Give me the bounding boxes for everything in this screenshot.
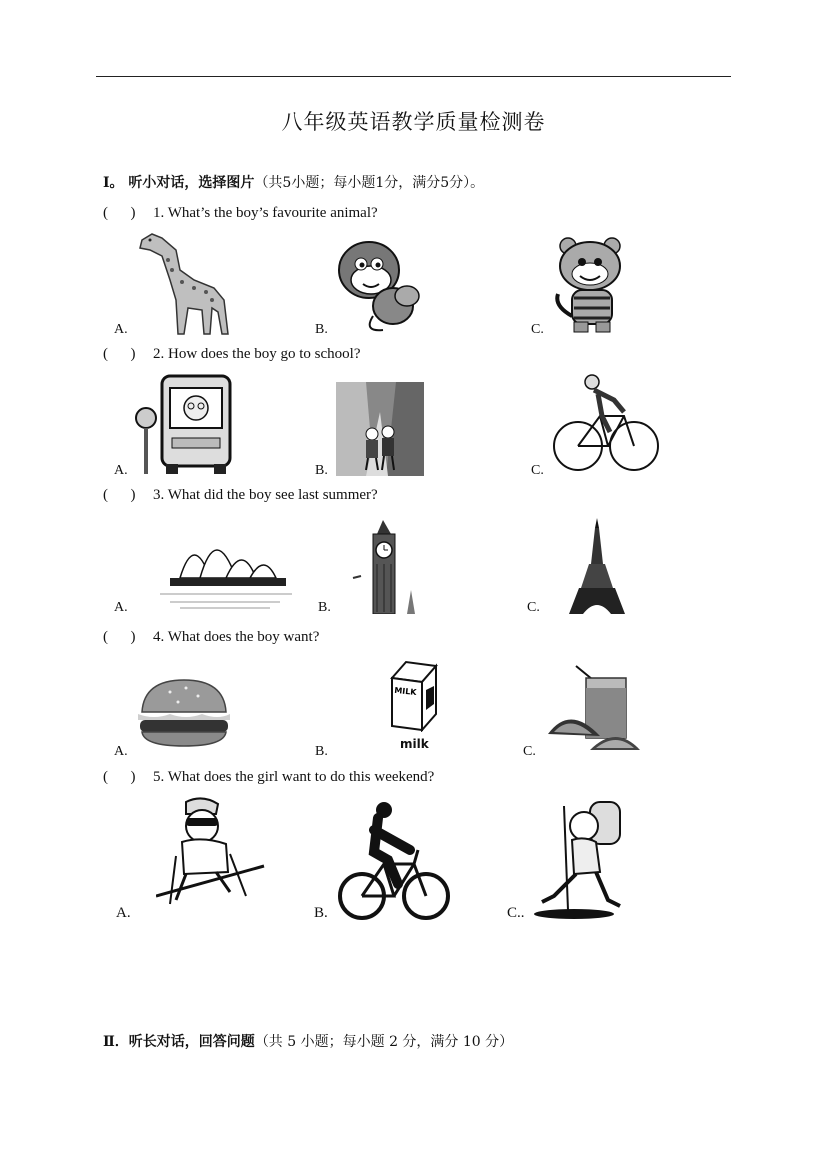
section-1-label: Ⅰ。 听小对话，选择图片 (103, 175, 255, 191)
question-text: How does the boy go to school? (168, 346, 361, 362)
question-number: 5. (153, 769, 165, 785)
question-4 (103, 629, 319, 646)
question-2 (103, 346, 360, 363)
milk-caption: milk (400, 737, 429, 751)
page-title: 八年级英语教学质量检测卷 (281, 110, 546, 134)
option-3a-label: A. (114, 600, 128, 615)
question-text: What’s the boy’s favourite animal? (167, 205, 378, 221)
big-ben-icon[interactable] (347, 520, 433, 614)
header-rule (96, 76, 731, 77)
option-4c-label: C. (523, 744, 536, 759)
hamburger-icon[interactable] (134, 676, 234, 752)
bus-icon[interactable] (134, 374, 234, 476)
milk-box-text: MILK (393, 685, 417, 698)
option-4a-label: A. (114, 744, 128, 759)
option-3b-label: B. (318, 600, 331, 615)
option-5b-label: B. (314, 905, 328, 921)
answer-blank[interactable]: ( ) (103, 487, 136, 503)
answer-blank[interactable]: ( ) (103, 346, 136, 362)
milk-carton-icon[interactable] (386, 660, 440, 732)
cyclist-icon[interactable] (552, 372, 660, 476)
cycling-silhouette-icon[interactable] (338, 800, 450, 922)
answer-blank[interactable]: ( ) (103, 205, 136, 221)
option-3c-label: C. (527, 600, 540, 615)
option-2b-label: B. (315, 463, 328, 478)
hiking-icon[interactable] (534, 796, 638, 920)
option-2c-label: C. (531, 463, 544, 478)
answer-blank[interactable]: ( ) (103, 629, 136, 645)
option-4b-label: B. (315, 744, 328, 759)
question-5 (103, 769, 434, 786)
section-2-detail: （共 5 小题；每小题 2 分，满分 10 分） (254, 1034, 514, 1050)
option-1c-label: C. (531, 322, 544, 337)
section-1-detail: （共5小题；每小题1分，满分5分）。 (254, 175, 485, 191)
question-text: What does the boy want? (167, 629, 320, 645)
option-5a-label: A. (116, 905, 131, 921)
question-number: 2. (153, 346, 165, 362)
tiger-icon[interactable] (552, 236, 642, 334)
option-2a-label: A. (114, 463, 128, 478)
skiing-icon[interactable] (156, 796, 266, 906)
monkey-icon[interactable] (333, 236, 425, 334)
walking-children-icon[interactable] (336, 382, 424, 476)
question-text: What did the boy see last summer? (167, 487, 378, 503)
eiffel-tower-icon[interactable] (567, 518, 627, 614)
sydney-opera-house-icon[interactable] (160, 522, 292, 612)
section-2-label: Ⅱ．听长对话，回答问题 (103, 1034, 255, 1050)
option-5c-label: C.. (507, 905, 525, 921)
question-number: 4. (153, 629, 165, 645)
question-1 (103, 205, 378, 222)
answer-blank[interactable]: ( ) (103, 769, 136, 785)
question-text: What does the girl want to do this weekend? (167, 769, 435, 785)
question-number: 3. (153, 487, 165, 503)
giraffe-icon[interactable] (132, 230, 232, 336)
section-2-heading (103, 1031, 513, 1051)
question-3 (103, 487, 378, 504)
question-number: 1. (153, 205, 165, 221)
section-1-heading (103, 172, 484, 192)
option-1b-label: B. (315, 322, 328, 337)
orange-juice-icon[interactable] (546, 664, 642, 754)
option-1a-label: A. (114, 322, 128, 337)
